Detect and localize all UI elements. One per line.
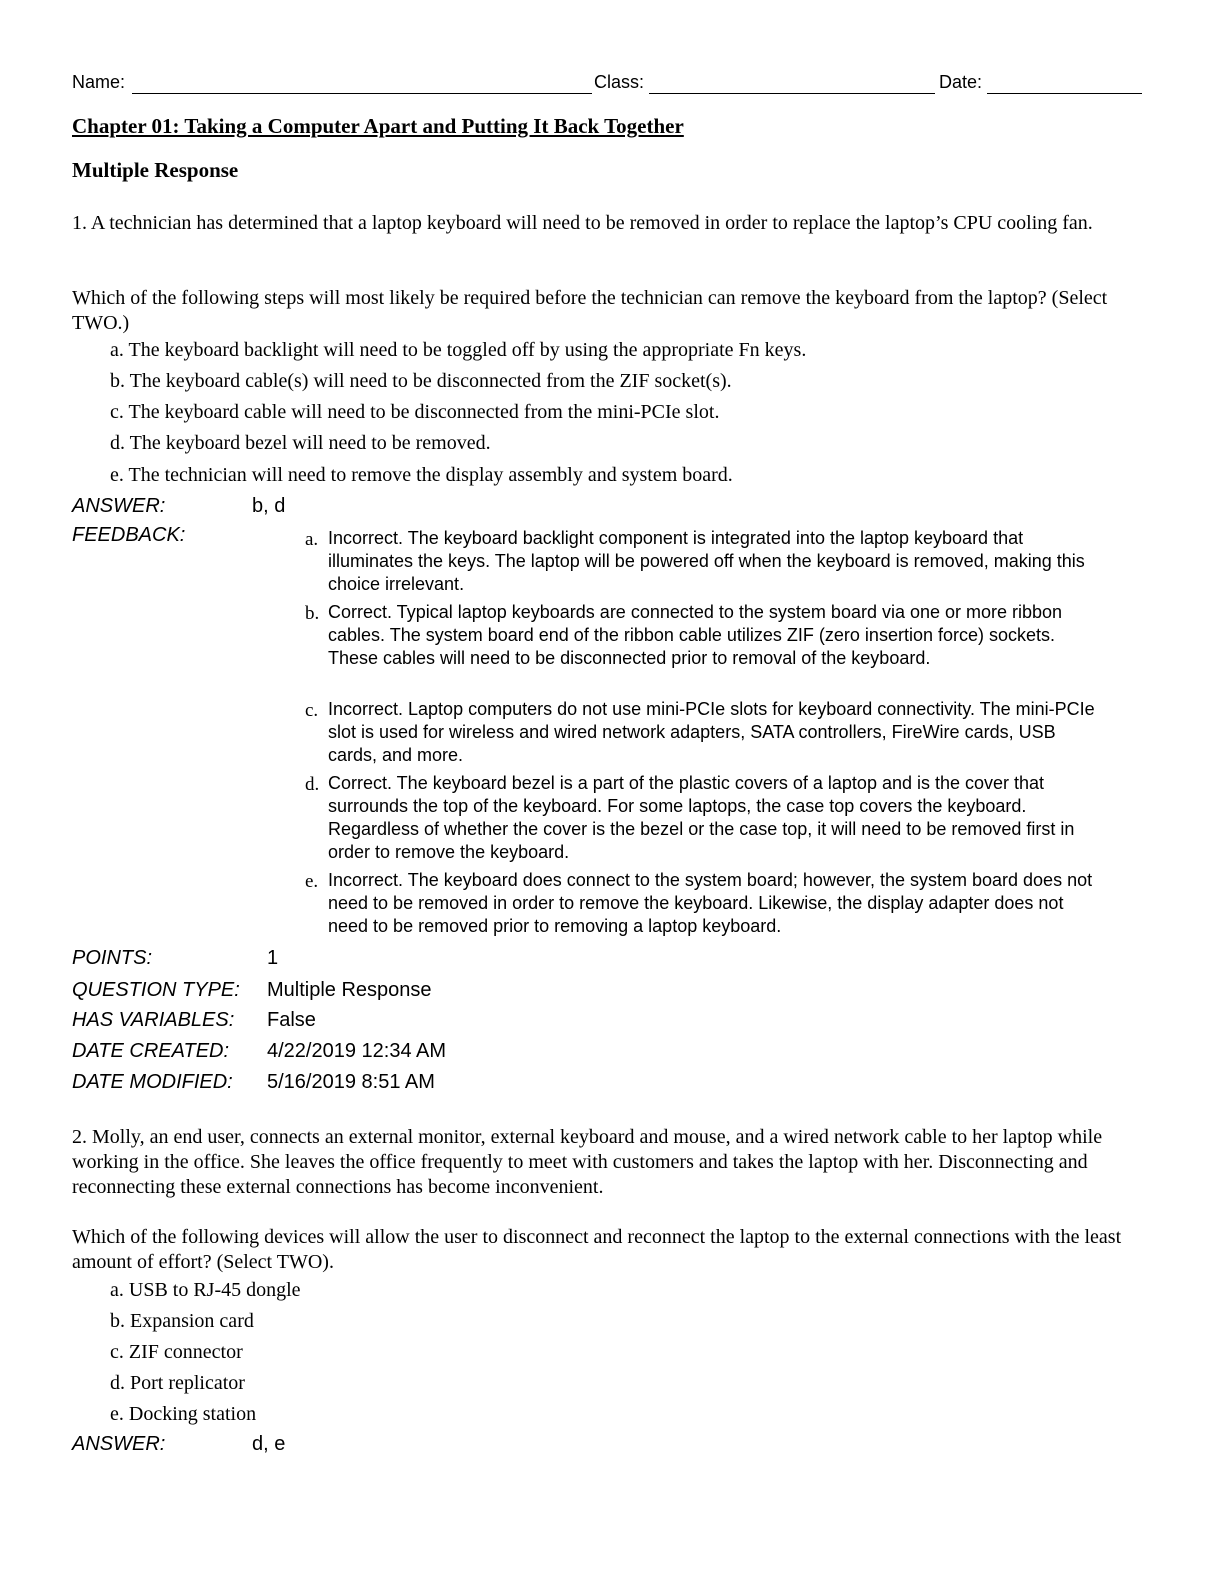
q1-answer-label: ANSWER: xyxy=(72,495,166,517)
q1-date-modified-value: 5/16/2019 8:51 AM xyxy=(267,1071,435,1093)
q1-date-created-label: DATE CREATED: xyxy=(72,1040,230,1062)
q1-points-value: 1 xyxy=(267,947,279,969)
q1-option-e: e. The technician will need to remove the display assembly and system board. xyxy=(110,464,733,486)
q1-stem: 1. A technician has determined that a laptop keyboard will need to be removed in order to replace the laptop’s CPU cooling fan. xyxy=(72,212,1093,234)
q1-points-label: POINTS: xyxy=(72,947,153,969)
feedback-text: Correct. Typical laptop keyboards are connected to the system board via one or more ribbon cables. The system board end of the ribbon cable utilizes ZIF (zero insertion force) sockets. These cables will need to be disconnected prior to removal of the keyboard. xyxy=(328,602,1063,668)
q2-option-a: a. USB to RJ-45 dongle xyxy=(110,1279,301,1301)
q1-question-type-label: QUESTION TYPE: xyxy=(72,979,240,1001)
q1-option-b: b. The keyboard cable(s) will need to be disconnected from the ZIF socket(s). xyxy=(110,370,732,392)
q1-answer-value: b, d xyxy=(252,495,286,517)
q1-feedback-a xyxy=(305,527,1105,596)
feedback-letter: e. xyxy=(305,871,319,892)
q1-feedback-label: FEEDBACK: xyxy=(72,524,186,546)
date-label: Date: xyxy=(939,72,983,92)
q1-feedback-e xyxy=(305,869,1105,938)
feedback-text: Incorrect. Laptop computers do not use mini-PCIe slots for keyboard connectivity. The mini-PCIe slot is used for wireless and wired network adapters, SATA controllers, FireWire cards, USB cards, and more. xyxy=(328,699,1095,765)
q1-date-created-value: 4/22/2019 12:34 AM xyxy=(267,1040,447,1062)
feedback-text: Correct. The keyboard bezel is a part of the plastic covers of a laptop and is the cover that surrounds the top of the keyboard. For some laptops, the case top covers the keyboard. Regardless of whether the cover is the bezel or the case top, it will need to be removed first in order to remove the keyboard. xyxy=(328,773,1075,862)
q1-option-d: d. The keyboard bezel will need to be removed. xyxy=(110,432,491,454)
q1-has-variables-value: False xyxy=(267,1009,316,1031)
class-label: Class: xyxy=(594,72,645,92)
q1-feedback-d xyxy=(305,772,1105,864)
q2-question: Which of the following devices will allow the user to disconnect and reconnect the laptop to the external connections with the least amount of effort? (Select TWO). xyxy=(72,1226,1122,1273)
name-label: Name: xyxy=(72,72,126,92)
q1-feedback-c xyxy=(305,698,1105,767)
q1-option-c: c. The keyboard cable will need to be disconnected from the mini-PCIe slot. xyxy=(110,401,720,423)
q1-option-a: a. The keyboard backlight will need to be toggled off by using the appropriate Fn keys. xyxy=(110,339,807,361)
feedback-letter: b. xyxy=(305,603,320,624)
feedback-text: Incorrect. The keyboard backlight component is integrated into the laptop keyboard that illuminates the keys. The laptop will be powered off when the keyboard is removed, making this choice irrelevant. xyxy=(328,528,1085,594)
name-blank-line xyxy=(132,93,592,94)
q2-option-d: d. Port replicator xyxy=(110,1372,245,1394)
q2-option-e: e. Docking station xyxy=(110,1403,257,1425)
q1-question-type-value: Multiple Response xyxy=(267,979,432,1001)
q1-feedback-b xyxy=(305,601,1105,670)
date-blank-line xyxy=(987,93,1142,94)
chapter-title: Chapter 01: Taking a Computer Apart and Putting It Back Together xyxy=(72,114,684,138)
feedback-letter: a. xyxy=(305,529,319,550)
q2-option-c: c. ZIF connector xyxy=(110,1341,243,1363)
feedback-letter: c. xyxy=(305,700,319,721)
q2-option-b: b. Expansion card xyxy=(110,1310,254,1332)
q2-answer-value: d, e xyxy=(252,1433,286,1455)
section-title: Multiple Response xyxy=(72,158,239,182)
feedback-letter: d. xyxy=(305,774,320,795)
q2-stem: 2. Molly, an end user, connects an external monitor, external keyboard and mouse, and a wired network cable to her laptop while working in the office. She leaves the office frequently to meet with customers and takes the laptop with her. Disconnecting and reconnecting these external connections has become inconvenient. xyxy=(72,1126,1103,1198)
q1-date-modified-label: DATE MODIFIED: xyxy=(72,1071,233,1093)
q2-answer-label: ANSWER: xyxy=(72,1433,166,1455)
feedback-text: Incorrect. The keyboard does connect to the system board; however, the system board does not need to be removed in order to remove the keyboard. Likewise, the display adapter does not need to be removed prior to removing a laptop keyboard. xyxy=(328,870,1093,936)
q1-has-variables-label: HAS VARIABLES: xyxy=(72,1009,235,1031)
q1-question: Which of the following steps will most likely be required before the technician can remove the keyboard from the laptop? (Select TWO.) xyxy=(72,287,1108,334)
student-info-header xyxy=(72,72,1142,96)
class-blank-line xyxy=(649,93,935,94)
